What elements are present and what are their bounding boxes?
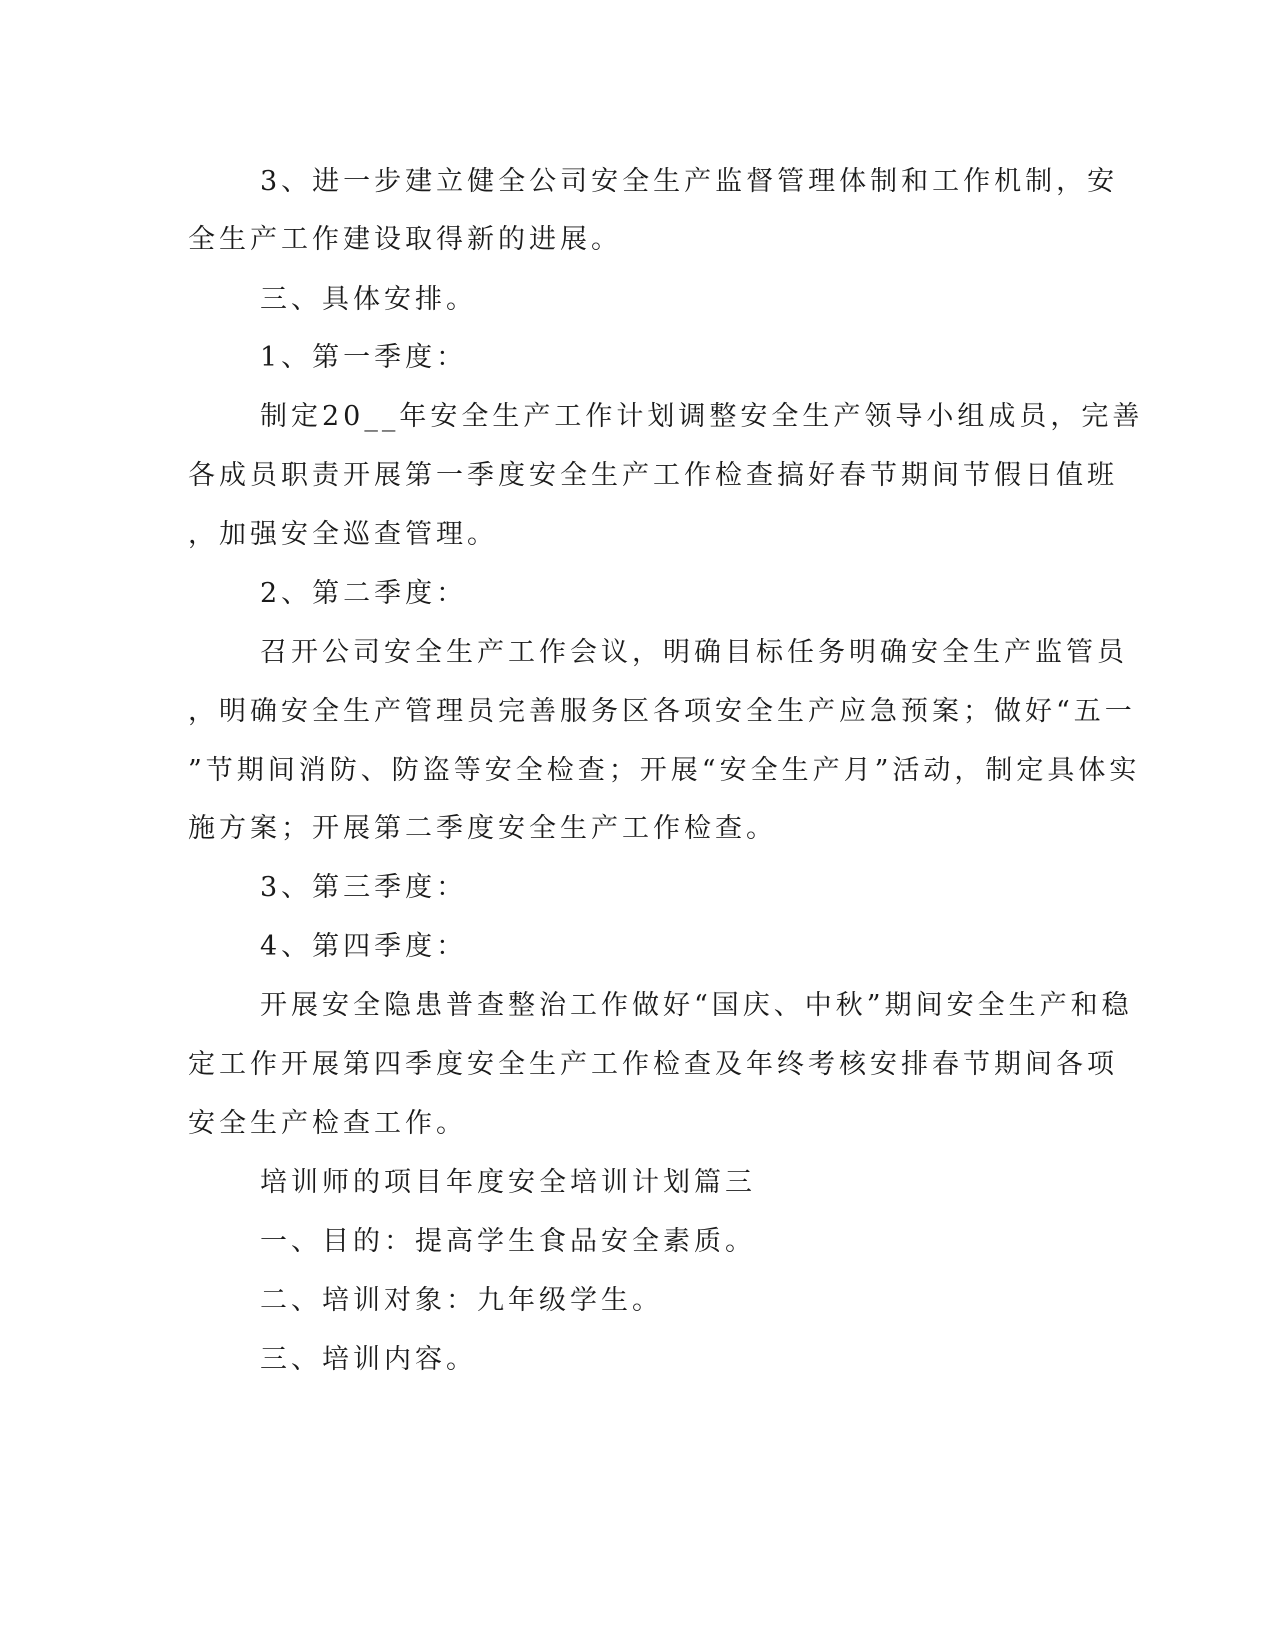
paragraph-line: 安全生产检查工作。 (188, 1108, 467, 1139)
paragraph-line: 定工作开展第四季度安全生产工作检查及年终考核安排春节期间各项 (188, 1049, 1118, 1080)
subsection-heading: 4、第四季度： (260, 931, 468, 962)
paragraph-line: 制定20__年安全生产工作计划调整安全生产领导小组成员，完善 (260, 401, 1144, 432)
subsection-heading: 2、第二季度： (260, 578, 468, 609)
article-title: 培训师的项目年度安全培训计划篇三 (260, 1167, 756, 1198)
paragraph-line: 开展安全隐患普查整治工作做好“国庆、中秋”期间安全生产和稳 (260, 990, 1133, 1021)
paragraph-line: 召开公司安全生产工作会议，明确目标任务明确安全生产监管员 (260, 637, 1128, 668)
paragraph-line: ，加强安全巡查管理。 (188, 519, 498, 550)
paragraph-line: 各成员职责开展第一季度安全生产工作检查搞好春节期间节假日值班 (188, 460, 1118, 491)
paragraph-line: ”节期间消防、防盗等安全检查；开展“安全生产月”活动，制定具体实 (188, 755, 1141, 786)
subsection-heading: 1、第一季度： (260, 342, 468, 373)
section-heading: 二、培训对象：九年级学生。 (260, 1285, 663, 1316)
paragraph-line: 施方案；开展第二季度安全生产工作检查。 (188, 813, 777, 844)
section-heading: 三、培训内容。 (260, 1344, 477, 1375)
paragraph-line: 3、进一步建立健全公司安全生产监督管理体制和工作机制，安 (260, 166, 1119, 197)
section-heading: 一、目的：提高学生食品安全素质。 (260, 1226, 756, 1257)
section-heading: 三、具体安排。 (260, 284, 477, 315)
paragraph-line: ，明确安全生产管理员完善服务区各项安全生产应急预案；做好“五一 (188, 696, 1136, 727)
paragraph-line: 全生产工作建设取得新的进展。 (188, 224, 622, 255)
subsection-heading: 3、第三季度： (260, 872, 468, 903)
